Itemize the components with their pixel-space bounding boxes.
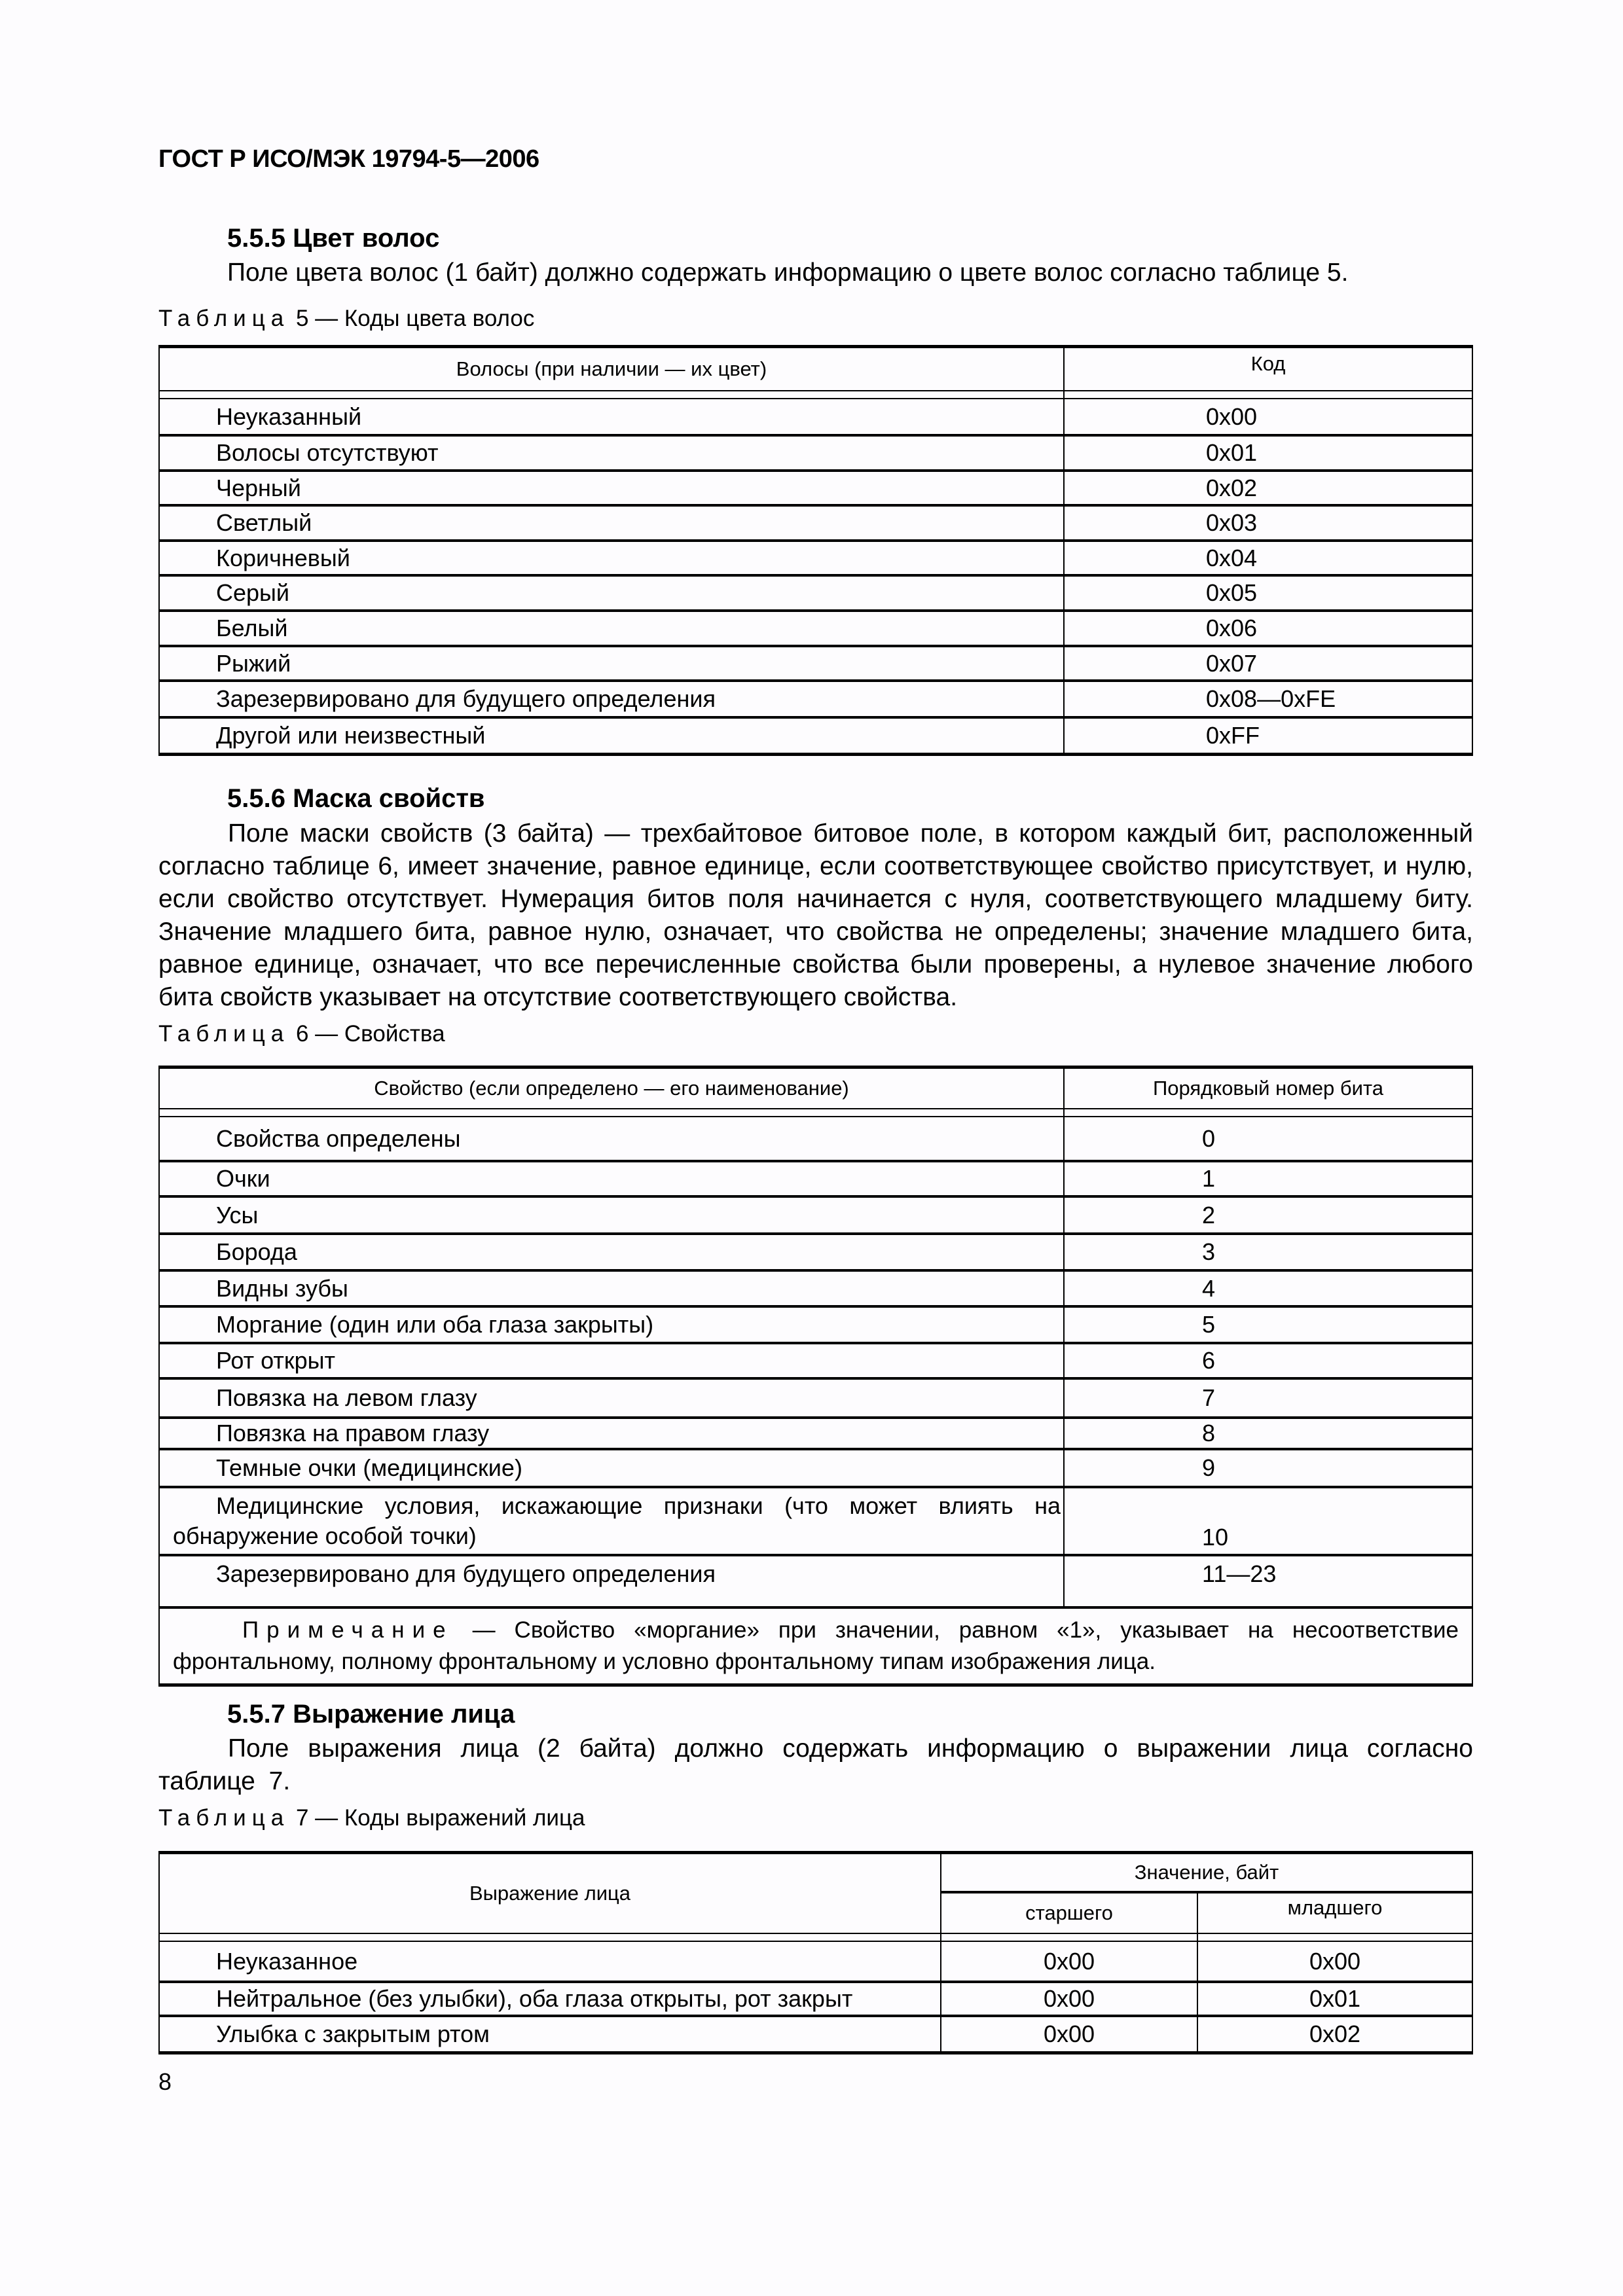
table6-caption-text: 6 — Свойства — [295, 1021, 445, 1047]
table-row — [159, 681, 1472, 717]
table7-header-high: старшего — [941, 1892, 1197, 1933]
section-text-5-5-5: Поле цвета волос (1 байт) должно содержать информацию о цвете волос согласно таблице 5. — [227, 259, 1349, 287]
table-row — [159, 1555, 1472, 1607]
table-row — [159, 1117, 1472, 1161]
table6-note-row — [159, 1607, 1472, 1685]
section-heading-5-5-5: 5.5.5 Цвет волос — [227, 224, 440, 253]
row-high: 0x00 — [941, 1982, 1197, 2016]
row-label: Неуказанный — [159, 399, 1064, 435]
row-bit: 4 — [1064, 1270, 1472, 1306]
table-row — [159, 1234, 1472, 1270]
row-bit: 1 — [1064, 1161, 1472, 1196]
row-bit: 10 — [1064, 1487, 1472, 1555]
row-bit: 0 — [1064, 1117, 1472, 1161]
row-label: Очки — [159, 1161, 1064, 1196]
row-label: Повязка на левом глазу — [159, 1378, 1064, 1418]
row-low: 0x00 — [1197, 1941, 1472, 1982]
row-label: Светлый — [159, 505, 1064, 541]
table-row — [159, 575, 1472, 611]
row-bit: 2 — [1064, 1196, 1472, 1234]
table-row — [159, 1449, 1472, 1487]
table-row — [159, 435, 1472, 471]
row-low: 0x01 — [1197, 1982, 1472, 2016]
table5-header-code: Код — [1064, 347, 1472, 391]
table7-header-low: младшего — [1197, 1892, 1472, 1933]
row-code: 0x06 — [1064, 611, 1472, 646]
table-row — [159, 399, 1472, 435]
document-header: ГОСТ Р ИСО/МЭК 19794-5—2006 — [158, 145, 539, 173]
row-code: 0x00 — [1064, 399, 1472, 435]
table7-header-expression: Выражение лица — [159, 1853, 941, 1934]
table-row — [159, 471, 1472, 505]
row-bit: 5 — [1064, 1306, 1472, 1343]
row-label: Рот открыт — [159, 1343, 1064, 1378]
row-bit: 7 — [1064, 1378, 1472, 1418]
table7-caption-text: 7 — Коды выражений лица — [295, 1805, 585, 1831]
section-heading-5-5-7: 5.5.7 Выражение лица — [227, 1700, 515, 1729]
table-row — [159, 1306, 1472, 1343]
row-label: Улыбка с закрытым ртом — [159, 2016, 941, 2053]
row-code: 0x03 — [1064, 505, 1472, 541]
row-code: 0xFF — [1064, 717, 1472, 754]
table5-header-hair: Волосы (при наличии — их цвет) — [159, 347, 1064, 391]
row-label: Белый — [159, 611, 1064, 646]
table6-note-text: — Свойство «моргание» при значении, равном «1», указывает на несоответствие фронтальному, полному фронтальному и условно фронтальному типам изображения лица. — [173, 1617, 1459, 1674]
row-label: Коричневый — [159, 541, 1064, 575]
row-code: 0x01 — [1064, 435, 1472, 471]
row-label: Видны зубы — [159, 1270, 1064, 1306]
row-code: 0x02 — [1064, 471, 1472, 505]
row-label: Повязка на правом глазу — [159, 1418, 1064, 1449]
row-label: Черный — [159, 471, 1064, 505]
row-label: Свойства определены — [159, 1117, 1064, 1161]
table5 — [158, 345, 1473, 756]
row-label: Медицинские условия, искажающие признаки (что может влиять на обнаружение особой точки) — [159, 1487, 1064, 1555]
table-row — [159, 1418, 1472, 1449]
row-label: Моргание (один или оба глаза закрыты) — [159, 1306, 1064, 1343]
row-low: 0x02 — [1197, 2016, 1472, 2053]
table7-header-value: Значение, байт — [941, 1853, 1472, 1893]
row-label: Темные очки (медицинские) — [159, 1449, 1064, 1487]
table-row — [159, 1196, 1472, 1234]
table6-caption — [158, 1021, 445, 1047]
page-number: 8 — [158, 2068, 172, 2095]
row-bit: 6 — [1064, 1343, 1472, 1378]
table-row — [159, 1343, 1472, 1378]
table-row — [159, 646, 1472, 681]
table6-header-bit: Порядковый номер бита — [1064, 1067, 1472, 1109]
row-bit: 8 — [1064, 1418, 1472, 1449]
row-label: Серый — [159, 575, 1064, 611]
row-label: Нейтральное (без улыбки), оба глаза открыты, рот закрыт — [159, 1982, 941, 2016]
table-row — [159, 541, 1472, 575]
row-label: Зарезервировано для будущего определения — [159, 1555, 1064, 1607]
row-code: 0x05 — [1064, 575, 1472, 611]
table-row — [159, 505, 1472, 541]
table-row — [159, 1982, 1472, 2016]
row-bit: 3 — [1064, 1234, 1472, 1270]
row-label: Борода — [159, 1234, 1064, 1270]
row-label: Рыжий — [159, 646, 1064, 681]
row-label: Другой или неизвестный — [159, 717, 1064, 754]
table-row — [159, 1161, 1472, 1196]
table-row — [159, 1270, 1472, 1306]
row-bit: 9 — [1064, 1449, 1472, 1487]
table-row — [159, 1941, 1472, 1982]
table-row — [159, 611, 1472, 646]
row-bit: 11—23 — [1064, 1555, 1472, 1607]
table6 — [158, 1066, 1473, 1687]
row-label: Волосы отсутствуют — [159, 435, 1064, 471]
row-high: 0x00 — [941, 1941, 1197, 1982]
row-code: 0x08—0xFE — [1064, 681, 1472, 717]
table6-note — [159, 1607, 1472, 1685]
row-label: Усы — [159, 1196, 1064, 1234]
section-text-5-5-7: Поле выражения лица (2 байта) должно содержать информацию о выражении лица согласно таблице 7. — [158, 1734, 1473, 1795]
table-row — [159, 1487, 1472, 1555]
table7-caption — [158, 1805, 585, 1831]
table5-caption-text: 5 — Коды цвета волос — [295, 306, 535, 331]
table6-caption-label: Таблица — [158, 1021, 290, 1047]
section-heading-5-5-6: 5.5.6 Маска свойств — [227, 784, 485, 813]
table7-caption-label: Таблица — [158, 1805, 290, 1831]
row-label: Зарезервировано для будущего определения — [159, 681, 1064, 717]
table-row — [159, 1378, 1472, 1418]
row-code: 0x04 — [1064, 541, 1472, 575]
table7 — [158, 1851, 1473, 2054]
table6-note-label: Примечание — [242, 1617, 454, 1643]
row-high: 0x00 — [941, 2016, 1197, 2053]
table5-caption-label: Таблица — [158, 306, 290, 331]
table5-caption — [158, 306, 534, 332]
table-row — [159, 2016, 1472, 2053]
table-row — [159, 717, 1472, 754]
row-label: Неуказанное — [159, 1941, 941, 1982]
row-code: 0x07 — [1064, 646, 1472, 681]
section-text-5-5-6: Поле маски свойств (3 байта) — трехбайтовое битовое поле, в котором каждый бит, расположенный согласно таблице 6, имеет значение, равное единице, если соответствующее свойство присутствует, и нулю, если свойство отсутствует. Нумерация битов поля начинается с нуля, соответствующего младшему биту. Значение младшего бита, равное нулю, означает, что свойства не определены; значение младшего бита, равное единице, означает, что все перечисленные свойства были проверены, а нулевое значение любого бита свойств указывает на отсутствие соответствующего свойства. — [158, 819, 1473, 1011]
table6-header-property: Свойство (если определено — его наименование) — [159, 1067, 1064, 1109]
